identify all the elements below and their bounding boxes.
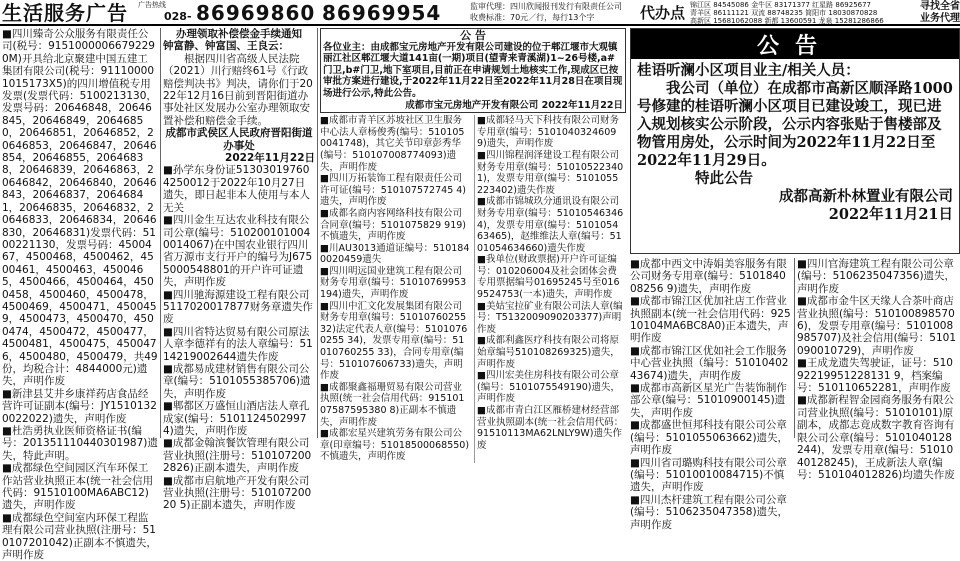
notice-item: ■成都金翰滨餐饮管理有限公司营业执照(注册号：5101072002826)正副本遗失，声明作废	[163, 437, 312, 475]
agency-list	[690, 1, 905, 25]
announcement-box	[630, 28, 960, 254]
page-header	[0, 0, 960, 26]
notice-item: ■四川金生互达农业科技有限公司公章(编号：5102001010040014067)在中国农业银行四川省万源市支行开户的编号为J6755000548801的开户许可证遗失，声明作废	[163, 214, 313, 289]
column-divider	[317, 28, 318, 438]
notice-item: ■成都市金牛区天缘人合茶叶商店营业执照(编号：5101008985706)，发票专用章(编号：5101008985707)及社会信用(编号：5101090010729)，声明作废	[797, 295, 956, 357]
column-3-subcolumns	[320, 115, 626, 463]
notice-item: ■成都市启航地产开发有限公司营业执照(注册号：51010720020 5)正副本遗失，声明作废	[163, 474, 312, 512]
notice-item: ■郫都区万盛恒山酒店法人章孔成家(编号：5101124502997 4)遗失，声明作废	[163, 400, 310, 437]
notice-item: ■四川宏美住房科技有限公司公章(编号：5101075549190)遗失，声明作废	[477, 370, 620, 405]
announcement-date: 2022年11月21日	[828, 206, 953, 223]
notice-item: ■成都新程智金园商务服务有限公司营业执照(编号：51010101)原副本，成都志竟成数字教育咨询有限公司公章(编号：5101040128244)，发票专用章(编号：5101040128245)，王成新法人章(编号：510104012826)均遗失作废	[797, 394, 955, 481]
notice-item: ■四川中汇文化发展集团有限公司财务专用章(编号：51010760255 32)法定代表人章(编号：51010760255 34)，发票专用章(编号：51010760255 33)，合同专用章(编号：510107606733)遗失，声明作废	[320, 300, 468, 382]
agency-label: 代办点	[640, 4, 686, 22]
announcement-company: 成都高新朴林置业有限公司	[779, 188, 953, 205]
building-notice-body: 各位业主：由成都宝元房地产开发有限公司建设的位于郫江堰市大观镇丽江社区郫江堰大道141亩(一期)项目(望青来青溪湖)1~26号楼,a#门卫,b#门卫,地下室项目,目前正在申请规划土地核实工作,现成区已按审批方案进行建设,于2022年11月22日至2022年11月28日在项目现场进行公示,特此公告。	[323, 41, 623, 99]
hotline-phone-2: 86969954	[322, 1, 442, 25]
hotline-label: 广告热线	[138, 1, 166, 9]
notice-item: ■四川臻奇公众服务有限责任公司(税号：91510000066792290M)开具给北京聚建中国五建工集团有限公司(税号：911100001015173X5)的四川增值税专用发票(发票代码：5100213130，发票号码：20646848，20646845，20646849，20646850，20646851，20646852，20646853，20646847，20646854，20646855，20646838，20646839，20646863，20646842，20646840，20646843，20646837，20646841，20646835，20646832，20646833，20646834，20646830，20646831)发票代码：5100221130，发票号码：4500467，4500468，4500462，4500461，4500463，4500465，4500466，4500464，4500458，4500460，4500478，4500469，4500471，4500459，4500473，4500470，4500474，4500472，4500477，4500481，4500475，4500476，4500480，4500479，共49份，均税合计：4844000元)遗失，声明作废	[2, 28, 158, 388]
notice-item: ■孙学东身份证513030197604250012于2022年10月27日遗失，即日起非本人使用与本人无关	[163, 164, 310, 214]
notice-item: ■成都绿色空间园区汽车环保工作站营业执照正本(统一社会信用代码：91510100MA6ABC12)遗失，声明作废	[2, 462, 154, 512]
notice-item: ■杜浩勇执业医师资格证书(编号：201351110440301987)遗失，特此声明。	[2, 425, 158, 462]
notice-item: ■成都盛世恒邦科技有限公司公章(编号：5101055063662)遗失，声明作废	[630, 419, 789, 457]
announcement-closing: 特此公告	[695, 170, 753, 187]
hotline-phone-1: 86969860	[196, 1, 316, 25]
admin-line: 监审代理：四川欣闻报刊发行有限责任公司	[470, 2, 622, 11]
notice-item: ■成都宏星兴建筑劳务有限公司公章(印章编号：51018500068550)不慎遗失，声明作废	[320, 428, 470, 463]
notice-item: ■新津县艾井乡康祥药店食品经营许可证副本(编号：JY15101320022022)遗失，声明作废	[2, 387, 157, 425]
notice-item: ■成都市青白江区雁桥建材经营部营业执照副本(统一社会信用代码：91510113MA62LNLY9W)遗失作废	[477, 405, 624, 451]
notice-body: 根据四川省高级人民法院（2021）川行赔终61号《行政赔偿判决书》判决，请你们于2022年12月16日前到晋阳街道办事处社区发展办公室办理领取安置补偿和赔偿金手续。	[163, 52, 313, 127]
announcement-title: 公告	[631, 29, 959, 59]
notice-item: ■四川锦程润泽建设工程有限公司财务专用章(编号：510105223401)，发票专用章(编号：5101055223402)遗失作废	[477, 149, 624, 196]
announcement-text: 我公司（单位）在成都市高新区顺泽路1000号修建的桂语听澜小区项目已建设竣工，现已进入规划核实公示阶段，公示内容张贴于售楼部及物管用房处，公示时间为2022年11月22日至2022年11月29日。	[637, 80, 953, 169]
column-2	[163, 28, 315, 512]
notice-signer: 成都市武侯区人民政府晋阳街道办事处	[165, 127, 313, 152]
recruit-label: 寻找全省 业务代理	[920, 1, 960, 24]
area-code: 028-	[164, 10, 192, 23]
notice-item: ■我单位(财政票据)开户许可证编号：010206004及社会团体会费专用票据编号01695245号至0169524753(一本)遗失，声明作废	[477, 254, 620, 301]
notice-item: ■四川官海建筑工程有限公司公章(编号：5106235047356)遗失，声明作废	[797, 258, 956, 295]
notice-names: 钟富静、钟富国、王良云：	[163, 40, 289, 53]
notice-item: ■美姑宝拉矿业有限公司法人章(编号：T5132009090203377)声明作废	[477, 300, 623, 335]
notice-item: ■四川明远国业建筑工程有限公司财务专用章(编号：51010769953194)遗失，声明作废	[320, 265, 467, 301]
announcement-greeting: 桂语听澜小区项目业主/相关人员：	[637, 62, 860, 79]
agency-line: 青羊区 86111121 双流 88748235 简阳市 18030870828	[690, 9, 878, 17]
section-title: 生活服务广告	[2, 1, 128, 25]
notice-item: ■成都名商内容网络科技有限公司合同章(编号：5101075829 919)不慎遗失，声明作废	[320, 207, 467, 243]
fee-line: 收费标准：70元／行，每行13个字	[470, 13, 595, 22]
notice-item: ■川AU3013通道证编号：5101840020459遗失	[320, 242, 470, 266]
building-notice-title: 公 告	[460, 29, 486, 42]
notice-item: ■成都易成建材销售有限公司公章(编号：5101055385706)遗失，声明作废	[163, 362, 311, 400]
notice-item: ■四川万拓装饰工程有限责任公司许可证(编号：510107572745 4)遗失，声明作废	[320, 173, 467, 208]
agency-line: 高新区 15681062088 新都 13600591 龙泉 15281286866	[690, 17, 884, 25]
column-1	[2, 28, 158, 561]
notice-date: 2022年11月22日	[225, 152, 315, 165]
notice-item: ■成都轻马天下科技有限公司财务专用章(编号：51010403246099)遗失，声明作废	[477, 115, 619, 150]
notice-item: ■成都中西文中涛娟美容服务有限公司财务专用章(编号：510184008256 9)遗失，声明作废	[630, 258, 787, 295]
column-divider	[160, 28, 161, 438]
column-divider	[794, 258, 795, 438]
notice-item: ■四川驰海源建设工程有限公司5117020017877财务章遗失作废	[163, 288, 313, 326]
column-6	[797, 258, 958, 481]
notice-item: ■成都市锦江区优加社店工作营业执照副本(统一社会信用代码：92510104MA6BC8A0)正本遗失，声明作废	[630, 295, 791, 345]
notice-item: ■四川省司璐购科技有限公司公章(编号：51010010084715)不慎遗失，声明作废	[630, 456, 787, 494]
notice-item: ■成都市锦江区优如社会工作服务中心营业执照（编号：5101040243674)遗失，声明作废	[630, 344, 789, 382]
agency-line: 锦江区 84545086 金牛区 83171377 红星路 86925677	[690, 1, 872, 9]
column-3-right	[474, 115, 624, 463]
notice-item: ■成都市青羊区苏坡社区卫生服务中心法人章杨俊秀(编号：5101050041748)，其它关节印章彭秀华(编号：510107008774093)遗失，声明作废	[320, 115, 465, 173]
notice-headline: 办理领取补偿偿金手续通知	[176, 28, 302, 40]
notice-item: ■四川省特达贸易有限公司原法人章李德祥有的法人章编号：5114219002644遗失作废	[163, 325, 313, 363]
column-5	[630, 258, 792, 531]
notice-item: ■成都绿色空间室内环保工程监理有限公司营业执照(注册号：510107201042)正副本不慎遗失，声明作废	[2, 511, 157, 561]
building-notice-box	[320, 28, 626, 113]
notice-item: ■成都市高新区星光广告装饰制作部公章(编号：51010900145)遗失，声明作废	[630, 382, 787, 419]
notice-item: ■王成龙遗失驾驶证，证号：51092219951228131 9，档案编号：510110652281，声明作废	[797, 357, 953, 395]
notice-item: ■成都市锦城玖分通讯设有限公司财务专用章(编号：510105463464)，发票专用章(编号：510105463465)，赵维维法人章(编号：5101054634660)遗失作废	[477, 196, 624, 254]
column-3-left	[320, 115, 470, 463]
notice-item: ■成都聚鑫福珊贸易有限公司营业执照(统一社会信用代码：91510107587595380 8)正副本不慎遗失，声明作废	[320, 381, 465, 428]
announcement-body	[631, 59, 959, 227]
building-notice-signer: 成都市宝元房地产开发有限公司 2022年11月22日	[405, 99, 623, 111]
notice-item: ■四川杰杆建筑工程有限公司公章(编号：5106235047358)遗失，声明作废	[630, 493, 789, 531]
notice-item: ■成都利鑫医疗科技有限公司将原始章编号510108269325)遗失，声明作废	[477, 335, 620, 370]
column-3	[320, 28, 626, 463]
